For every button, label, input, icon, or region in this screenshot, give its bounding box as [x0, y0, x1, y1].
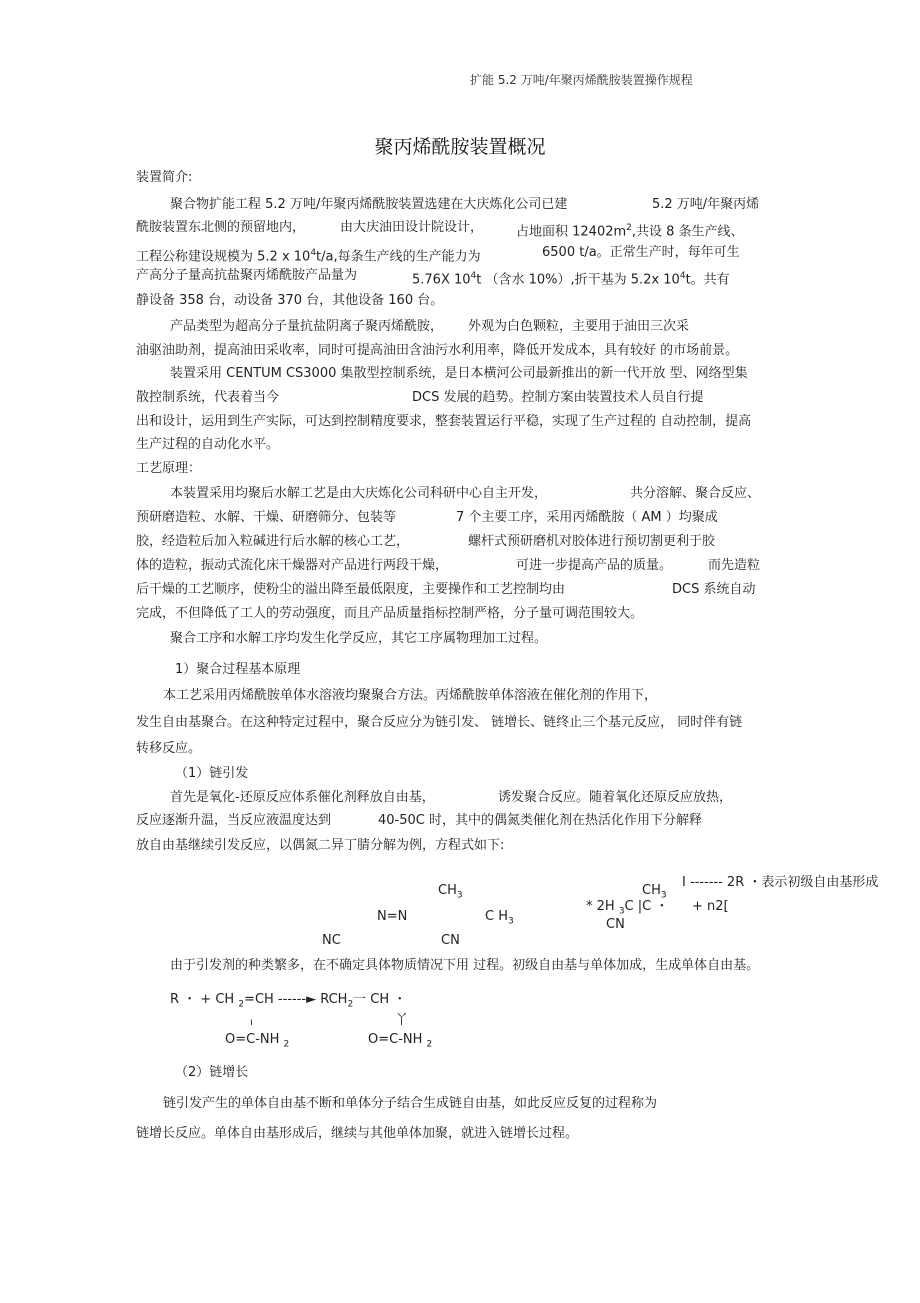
page-title: 聚丙烯酰胺装置概况 [374, 136, 546, 158]
eq2-bond-right: 丫 [395, 1013, 409, 1028]
eq1-right-label: I ------- 2R ・表示初级自由基形成 [682, 875, 879, 890]
p4-line3a: 胶，经造粒后加入粒碱进行后水解的核心工艺， [136, 534, 410, 549]
p3-line1: 装置采用 CENTUM CS3000 集散型控制系统，是日本横河公司最新推出的新一代开放 型、网络型集 [170, 366, 748, 381]
p3-line3: 出和设计，运用到生产实际，可达到控制精度要求，整套装置运行平稳，实现了生产过程的 自动控制，提高 [136, 414, 752, 429]
p4-line5a: 后干燥的工艺顺序，使粉尘的溢出降至最低限度，主要操作和工艺控制均由 [136, 582, 566, 597]
p4-line4c: 而先造粒 [708, 558, 761, 573]
p4-line1b: 共分溶解、聚合反应、 [630, 486, 761, 501]
eq1-cn-mid: CN [441, 933, 460, 948]
p8: 由于引发剂的种类繁多，在不确定具体物质情况下用 过程。初级自由基与单体加成，生成单体自由基。 [170, 958, 760, 973]
p6-line3: 转移反应。 [136, 741, 202, 756]
eq1-azo: N=N [377, 909, 408, 924]
p3-line4: 生产过程的自动化水平。 [136, 437, 280, 452]
p3-line2a: 散控制系统，代表着当今 [136, 390, 280, 405]
eq1-cn-right: CN [606, 917, 625, 932]
page-header: 扩能 5.2 万吨/年聚丙烯酰胺装置操作规程 [470, 73, 693, 87]
p1-line1b: 5.2 万吨/年聚丙烯 [652, 197, 760, 212]
eq2-amide-left: O=C-NH $_2$ [225, 1032, 290, 1050]
p7-line2a: 反应逐渐升温，当反应液温度达到 [136, 813, 332, 828]
p4-line4a: 体的造粒，振动式流化床干燥器对产品进行两段干燥， [136, 558, 449, 573]
p4-line6: 完成，不但降低了工人的劳动强度，而且产品质量指标控制严格，分子量可调范围较大。 [136, 606, 644, 621]
section-1-heading: 1）聚合过程基本原理 [175, 662, 301, 677]
p1-line3b: 6500 t/a。正常生产时，每年可生 [542, 245, 740, 260]
p1-line1a: 聚合物扩能工程 5.2 万吨/年聚丙烯酰胺装置选建在大庆炼化公司已建 [170, 197, 568, 212]
p4-line5b: DCS 系统自动 [672, 582, 756, 597]
p6-line2: 发生自由基聚合。在这种特定过程中，聚合反应分为链引发、 链增长、链终止三个基元反应， 同时伴有链 [136, 715, 743, 730]
p1-line5: 静设备 358 台，动设备 370 台，其他设备 160 台。 [136, 293, 444, 308]
p5: 聚合工序和水解工序均发生化学反应，其它工序属物理加工过程。 [170, 631, 548, 646]
process-heading: 工艺原理： [136, 461, 202, 476]
eq1-ch3-right: $CH_3$ [642, 883, 667, 901]
eq2-reaction: R ・ + CH $_2$=CH ------► $RCH_2$一 CH ・ [170, 992, 407, 1010]
p3-line2b: DCS 发展的趋势。控制方案由装置技术人员自行提 [412, 390, 704, 405]
p1-line2a: 酰胺装置东北侧的预留地内， [136, 220, 306, 235]
p4-line2a: 预研磨造粒、水解、干燥、研磨筛分、包装等 [136, 510, 397, 525]
p4-line3b: 螺杆式预研磨机对胶体进行预切割更利于胶 [468, 534, 716, 549]
eq1-product: * 2H $_3$C |C ・ [586, 899, 669, 917]
p6-line1: 本工艺采用丙烯酰胺单体水溶液均聚聚合方法。丙烯酰胺单体溶液在催化剂的作用下， [163, 688, 658, 703]
p9-line2: 链增长反应。单体自由基形成后，继续与其他单体加聚，就进入链增长过程。 [136, 1126, 579, 1141]
eq1-ch3-mid: C $H_3$ [485, 909, 514, 927]
p4-line4b: 可进一步提高产品的质量。 [516, 558, 673, 573]
intro-heading: 装置简介: [136, 170, 193, 185]
subsection-chain-propagation: （2）链增长 [175, 1065, 249, 1080]
p1-line4b: 5.76X $10^4t$ （含水 10%）,折干基为 5.2x $10^4t$。共有 [412, 271, 730, 288]
eq2-amide-right: O=C-NH $_2$ [368, 1032, 433, 1050]
p4-line1a: 本装置采用均聚后水解工艺是由大庆炼化公司科研中心自主开发， [170, 486, 548, 501]
p7-line1b: 诱发聚合反应。随着氧化还原反应放热， [498, 790, 733, 805]
p1-line2c: 占地面积 $12402m^2$,共设 8 条生产线、 [516, 223, 744, 240]
eq1-ch3-left: $CH_3$ [438, 883, 463, 901]
p7-line2b: 40-50C 时，其中的偶氮类催化剂在热活化作用下分解释 [378, 813, 702, 828]
p7-line1a: 首先是氧化-还原反应体系催化剂释放自由基， [170, 790, 435, 805]
p1-line4a: 产高分子量高抗盐聚丙烯酰胺产品量为 [136, 268, 358, 283]
p7-line3: 放自由基继续引发反应，以偶氮二异丁腈分解为例，方程式如下: [136, 838, 505, 853]
eq1-nc-left: NC [322, 933, 341, 948]
p2-line1a: 产品类型为超高分子量抗盐阴离子聚丙烯酰胺， [170, 319, 444, 334]
p1-line2b: 由大庆油田设计院设计， [340, 220, 484, 235]
eq2-bond-left: ı [250, 1017, 253, 1028]
eq1-nitrogen: + n2[ [692, 899, 729, 914]
p4-line2b: 7 个主要工序，采用丙烯酰胺（ AM ）均聚成 [456, 510, 718, 525]
subsection-chain-initiation: （1）链引发 [175, 766, 249, 781]
p9-line1: 链引发产生的单体自由基不断和单体分子结合生成链自由基，如此反应反复的过程称为 [163, 1096, 658, 1111]
p2-line1b: 外观为白色颗粒，主要用于油田三次采 [468, 319, 690, 334]
p1-line3a: 工程公称建设规模为 5.2 x $10^4t/a$,每条生产线的生产能力为 [136, 248, 481, 265]
p2-line2: 油驱油助剂，提高油田采收率，同时可提高油田含油污水利用率，降低开发成本，具有较好 的市场前景。 [136, 343, 739, 358]
